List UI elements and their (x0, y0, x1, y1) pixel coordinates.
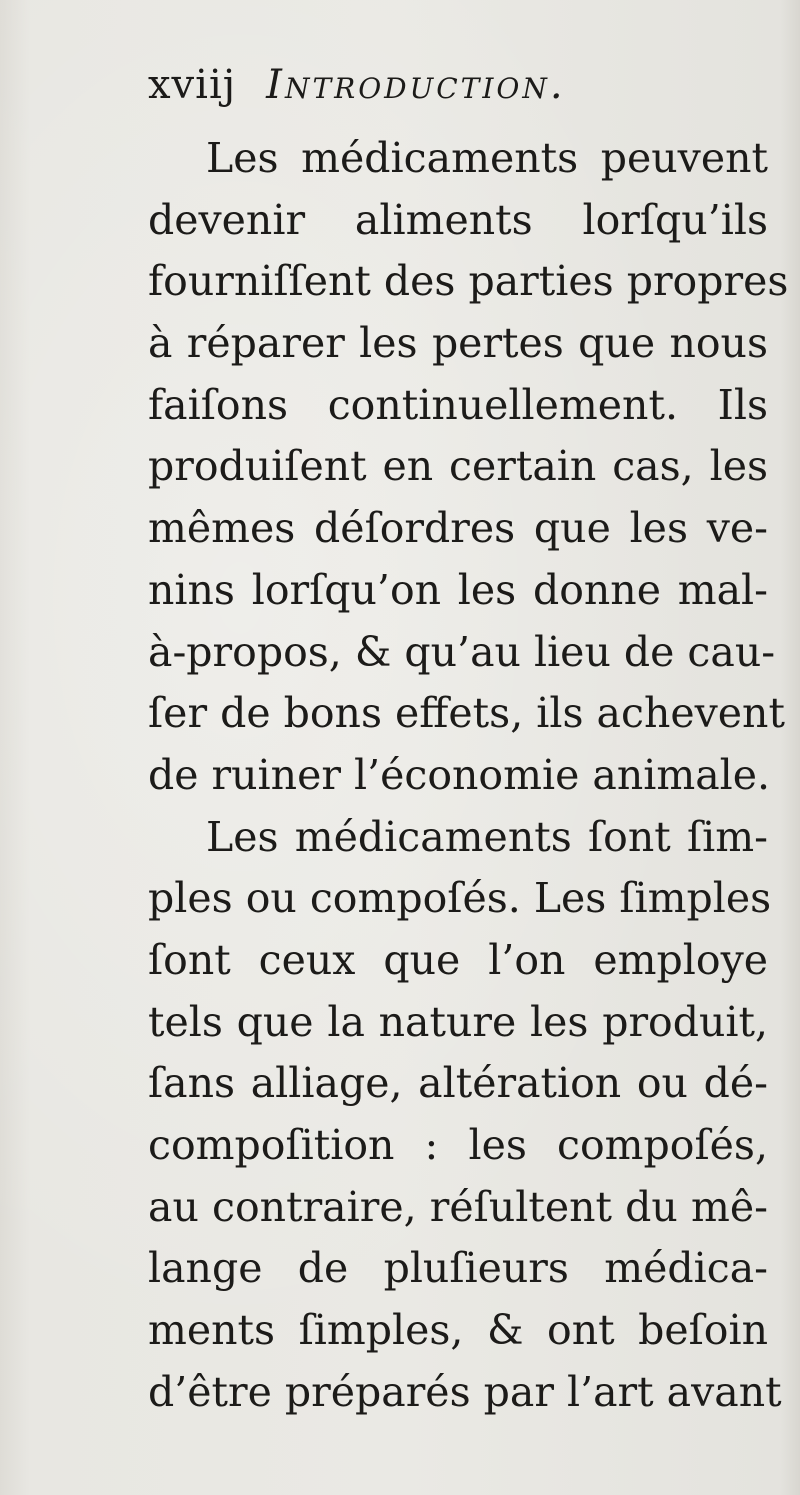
text-line: au contraire, réſultent du mê- (148, 1182, 768, 1231)
body-text (148, 128, 789, 1423)
page-header (148, 62, 566, 122)
text-line: de ruiner l’économie animale. (148, 750, 771, 799)
text-line: Les médicaments peuvent (206, 134, 768, 182)
text-line: ſer de bons effets, ils achevent (148, 689, 785, 738)
text-line: mêmes déſordres que les ve- (148, 504, 768, 553)
text-line: devenir aliments lorſqu’ils (148, 195, 768, 244)
page-number: xviij (148, 62, 237, 108)
text-line: ſont ceux que l’on employe (148, 935, 768, 984)
text-line: produiſent en certain cas, les (148, 442, 768, 491)
text-line: ples ou compoſés. Les ſimples (148, 874, 772, 923)
text-line: faiſons continuellement. Ils (148, 380, 768, 429)
text-line: d’être préparés par l’art avant (148, 1367, 782, 1416)
text-line: Les médicaments ſont ſim- (206, 812, 768, 861)
running-title: Introduction. (266, 62, 566, 108)
text-line: ments ſimples, & ont beſoin (148, 1306, 768, 1355)
text-line: fourniſſent des parties propres (148, 257, 789, 306)
text-line: lange de pluſieurs médica- (148, 1244, 768, 1293)
text-line: à-propos, & qu’au lieu de cau- (148, 627, 776, 676)
text-line: ſans alliage, altération ou dé- (148, 1059, 768, 1108)
text-line: compoſition : les compoſés, (148, 1121, 768, 1169)
text-line: nins lorſqu’on les donne mal- (148, 565, 768, 614)
text-line: à réparer les pertes que nous (148, 319, 768, 368)
text-line: tels que la nature les produit, (148, 997, 768, 1046)
